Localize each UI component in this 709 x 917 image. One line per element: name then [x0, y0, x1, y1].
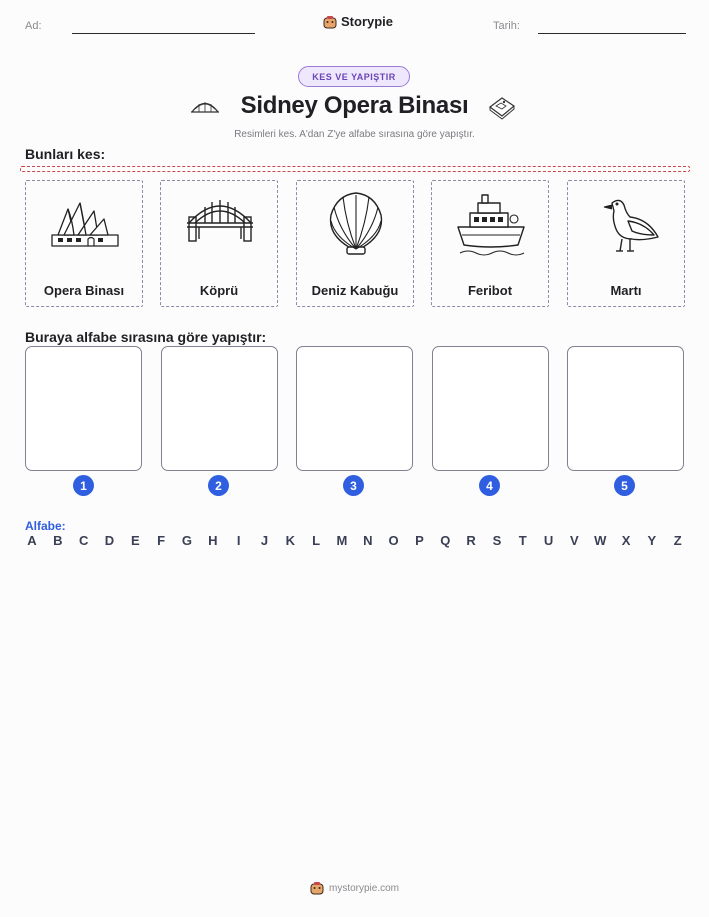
- slot-number-badge: 4: [479, 475, 500, 496]
- alphabet-letter: Y: [647, 533, 657, 548]
- alphabet-letter: Z: [673, 533, 682, 548]
- slot-number-badge: 2: [208, 475, 229, 496]
- alphabet-row: [25, 533, 685, 548]
- ferry-icon: [456, 189, 526, 259]
- alphabet-letter: J: [260, 533, 269, 548]
- alphabet-letter: D: [104, 533, 115, 548]
- alphabet-letter: W: [594, 533, 607, 548]
- footer: [0, 881, 709, 895]
- cut-card-bridge[interactable]: [160, 180, 278, 307]
- cut-card-seashell[interactable]: [296, 180, 414, 307]
- alphabet-letter: E: [130, 533, 140, 548]
- alphabet-letter: G: [181, 533, 193, 548]
- activity-badge: KES VE YAPIŞTIR: [298, 66, 410, 87]
- paste-slot-4[interactable]: [432, 346, 549, 471]
- alphabet-letter: V: [570, 533, 579, 548]
- alphabet-letter: U: [543, 533, 554, 548]
- paste-section-heading: Buraya alfabe sırasına göre yapıştır:: [25, 329, 267, 345]
- paste-slot-5[interactable]: [567, 346, 684, 471]
- bridge-icon: [185, 189, 255, 259]
- alphabet-letter: L: [312, 533, 321, 548]
- alphabet-letter: C: [78, 533, 89, 548]
- map-title-icon: [487, 94, 517, 120]
- card-label: Martı: [610, 283, 642, 298]
- alphabet-letter: S: [492, 533, 502, 548]
- page-title: Sidney Opera Binası: [240, 92, 469, 119]
- cut-card-opera-house[interactable]: [25, 180, 143, 307]
- date-label: Tarih:: [493, 20, 520, 32]
- cut-line: [20, 166, 690, 172]
- cut-card-seagull[interactable]: [567, 180, 685, 307]
- storypie-mascot-icon: [323, 15, 337, 29]
- paste-slot-2[interactable]: [161, 346, 278, 471]
- name-field-line[interactable]: [72, 33, 255, 34]
- storypie-mascot-icon: [310, 881, 324, 895]
- card-label: Feribot: [467, 283, 513, 298]
- alphabet-letter: B: [53, 533, 63, 548]
- paste-slot-3[interactable]: [296, 346, 413, 471]
- name-label: Ad:: [25, 20, 42, 32]
- date-field-line[interactable]: [538, 33, 686, 34]
- card-label: Köprü: [199, 283, 239, 298]
- alphabet-letter: N: [363, 533, 373, 548]
- alphabet-letter: K: [285, 533, 295, 548]
- alphabet-letter: H: [208, 533, 218, 548]
- brand-logo: [323, 14, 393, 29]
- opera-house-icon: [50, 189, 120, 259]
- brand-name: Storypie: [341, 14, 394, 29]
- alphabet-letter: I: [236, 533, 241, 548]
- seagull-icon: [592, 189, 662, 259]
- alphabet-letter: A: [27, 533, 37, 548]
- cut-card-ferry[interactable]: [431, 180, 549, 307]
- card-label: Opera Binası: [43, 283, 125, 298]
- instructions: Resimleri kes. A'dan Z'ye alfabe sırasına göre yapıştır.: [234, 129, 475, 140]
- alphabet-title: Alfabe:: [25, 519, 66, 533]
- slot-number-badge: 5: [614, 475, 635, 496]
- alphabet-letter: P: [415, 533, 424, 548]
- slot-number-badge: 1: [73, 475, 94, 496]
- alphabet-letter: R: [466, 533, 476, 548]
- alphabet-letter: X: [621, 533, 631, 548]
- alphabet-letter: M: [336, 533, 348, 548]
- card-label: Deniz Kabuğu: [311, 283, 399, 298]
- alphabet-letter: F: [157, 533, 166, 548]
- paste-slot-1[interactable]: [25, 346, 142, 471]
- alphabet-letter: Q: [440, 533, 451, 548]
- footer-url[interactable]: mystorypie.com: [328, 882, 399, 894]
- cut-section-heading: Bunları kes:: [25, 146, 106, 162]
- slot-number-badge: 3: [343, 475, 364, 496]
- alphabet-letter: T: [518, 533, 527, 548]
- seashell-icon: [321, 189, 391, 259]
- alphabet-letter: O: [388, 533, 399, 548]
